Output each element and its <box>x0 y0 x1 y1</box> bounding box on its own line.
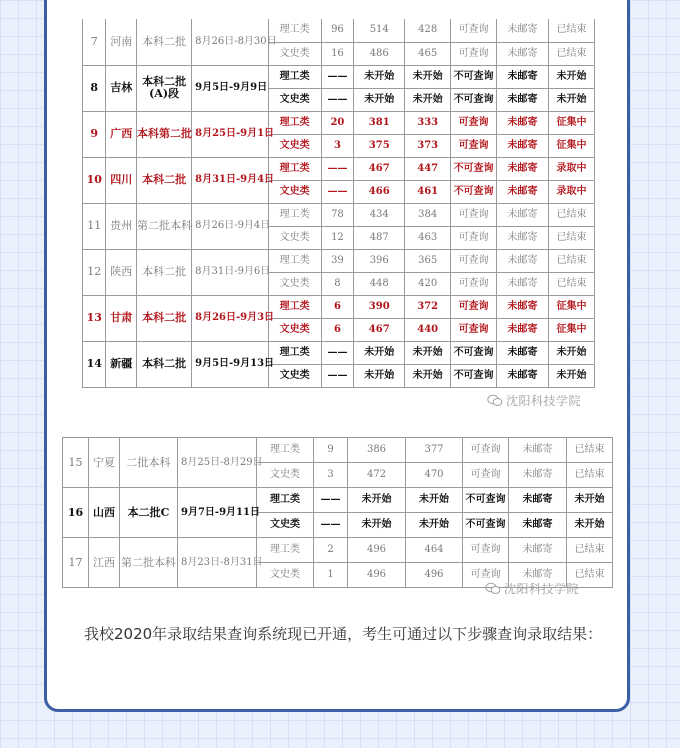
mail-cell: 未邮寄 <box>497 157 549 180</box>
status-cell: 已结束 <box>549 249 595 272</box>
track-cell: 文史类 <box>268 226 321 249</box>
row-number: 7 <box>83 19 106 65</box>
mail-cell: 未邮寄 <box>509 463 567 488</box>
dates-cell: 8月26日-9月4日 <box>192 203 268 249</box>
province-cell: 新疆 <box>106 341 137 387</box>
plan-cell: 12 <box>321 226 354 249</box>
plan-cell: 16 <box>321 42 354 65</box>
query-cell: 不可查询 <box>451 157 497 180</box>
dates-cell: 8月31日-9月6日 <box>192 249 268 295</box>
mail-cell: 未邮寄 <box>497 111 549 134</box>
min-cell: 496 <box>406 563 463 588</box>
max-cell: 未开始 <box>354 341 405 364</box>
dates-cell: 9月5日-9月13日 <box>192 341 268 387</box>
track-cell: 理工类 <box>257 488 314 513</box>
plan-cell: —— <box>321 88 354 111</box>
track-cell: 理工类 <box>268 249 321 272</box>
batch-cell: 本科二批 <box>137 295 192 341</box>
watermark-text: 沈阳科技学院 <box>506 394 582 408</box>
batch-cell: 本科二批 <box>137 157 192 203</box>
table-row <box>83 65 595 88</box>
status-cell: 已结束 <box>549 203 595 226</box>
wechat-icon <box>487 394 503 410</box>
min-cell: 未开始 <box>405 88 451 111</box>
query-cell: 可查询 <box>451 318 497 341</box>
dates-cell: 8月25日-9月1日 <box>192 111 268 157</box>
batch-cell: 本科第二批 <box>137 111 192 157</box>
mail-cell: 未邮寄 <box>509 538 567 563</box>
admission-table-1 <box>82 19 595 388</box>
min-cell: 428 <box>405 19 451 42</box>
mail-cell: 未邮寄 <box>509 438 567 463</box>
status-cell: 录取中 <box>549 180 595 203</box>
mail-cell: 未邮寄 <box>497 364 549 387</box>
table-row <box>63 438 613 463</box>
max-cell: 未开始 <box>354 88 405 111</box>
query-cell: 不可查询 <box>451 341 497 364</box>
batch-cell: 本科二批 <box>137 249 192 295</box>
table-row <box>83 295 595 318</box>
plan-cell: —— <box>321 157 354 180</box>
track-cell: 文史类 <box>268 272 321 295</box>
min-cell: 未开始 <box>405 341 451 364</box>
table-row <box>63 488 613 513</box>
batch-cell: 二批本科 <box>120 438 178 488</box>
status-cell: 征集中 <box>549 318 595 341</box>
province-cell: 广西 <box>106 111 137 157</box>
query-cell: 可查询 <box>451 134 497 157</box>
min-cell: 365 <box>405 249 451 272</box>
mail-cell: 未邮寄 <box>497 249 549 272</box>
status-cell: 录取中 <box>549 157 595 180</box>
min-cell: 377 <box>406 438 463 463</box>
query-cell: 不可查询 <box>451 88 497 111</box>
table-row <box>63 538 613 563</box>
query-cell: 不可查询 <box>451 364 497 387</box>
max-cell: 386 <box>348 438 406 463</box>
plan-cell: —— <box>321 180 354 203</box>
mail-cell: 未邮寄 <box>497 65 549 88</box>
province-cell: 陕西 <box>106 249 137 295</box>
min-cell: 463 <box>405 226 451 249</box>
track-cell: 理工类 <box>268 157 321 180</box>
query-cell: 可查询 <box>463 538 509 563</box>
batch-cell: 第二批本科 <box>137 203 192 249</box>
max-cell: 未开始 <box>348 488 406 513</box>
mail-cell: 未邮寄 <box>509 513 567 538</box>
track-cell: 文史类 <box>257 463 314 488</box>
query-cell: 可查询 <box>451 111 497 134</box>
mail-cell: 未邮寄 <box>497 19 549 42</box>
min-cell: 440 <box>405 318 451 341</box>
query-cell: 可查询 <box>451 226 497 249</box>
watermark <box>487 392 581 410</box>
track-cell: 理工类 <box>257 538 314 563</box>
query-cell: 不可查询 <box>451 180 497 203</box>
plan-cell: —— <box>321 341 354 364</box>
plan-cell: 9 <box>314 438 348 463</box>
status-cell: 征集中 <box>549 111 595 134</box>
plan-cell: 20 <box>321 111 354 134</box>
table-row <box>83 111 595 134</box>
admission-table-2 <box>62 437 613 588</box>
plan-cell: —— <box>314 513 348 538</box>
plan-cell: —— <box>321 65 354 88</box>
batch-cell: 本科二批 <box>137 19 192 65</box>
status-cell: 已结束 <box>549 226 595 249</box>
plan-cell: 78 <box>321 203 354 226</box>
max-cell: 375 <box>354 134 405 157</box>
min-cell: 未开始 <box>406 488 463 513</box>
plan-cell: 96 <box>321 19 354 42</box>
query-cell: 不可查询 <box>463 488 509 513</box>
max-cell: 472 <box>348 463 406 488</box>
min-cell: 420 <box>405 272 451 295</box>
mail-cell: 未邮寄 <box>497 42 549 65</box>
min-cell: 461 <box>405 180 451 203</box>
row-number: 14 <box>83 341 106 387</box>
plan-cell: 6 <box>321 318 354 341</box>
mail-cell: 未邮寄 <box>497 88 549 111</box>
row-number: 17 <box>63 538 89 588</box>
row-number: 15 <box>63 438 89 488</box>
plan-cell: 3 <box>321 134 354 157</box>
track-cell: 文史类 <box>268 88 321 111</box>
wechat-icon <box>485 582 501 598</box>
track-cell: 理工类 <box>268 341 321 364</box>
query-cell: 可查询 <box>451 249 497 272</box>
status-cell: 未开始 <box>567 488 613 513</box>
plan-cell: 6 <box>321 295 354 318</box>
max-cell: 434 <box>354 203 405 226</box>
status-cell: 未开始 <box>549 364 595 387</box>
query-cell: 可查询 <box>451 272 497 295</box>
table-row <box>83 341 595 364</box>
plan-cell: 39 <box>321 249 354 272</box>
dates-cell: 9月5日-9月9日 <box>192 65 268 111</box>
watermark-text: 沈阳科技学院 <box>504 582 580 596</box>
province-cell: 甘肃 <box>106 295 137 341</box>
mail-cell: 未邮寄 <box>497 134 549 157</box>
track-cell: 文史类 <box>257 563 314 588</box>
plan-cell: 8 <box>321 272 354 295</box>
table-row <box>83 249 595 272</box>
batch-cell: 第二批本科 <box>120 538 178 588</box>
max-cell: 496 <box>348 563 406 588</box>
status-cell: 征集中 <box>549 134 595 157</box>
query-cell: 可查询 <box>451 203 497 226</box>
track-cell: 文史类 <box>257 513 314 538</box>
province-cell: 江西 <box>89 538 120 588</box>
query-cell: 可查询 <box>451 19 497 42</box>
dates-cell: 8月23日-8月31日 <box>178 538 257 588</box>
province-cell: 河南 <box>106 19 137 65</box>
batch-cell: 本科二批 <box>137 341 192 387</box>
dates-cell: 8月25日-8月29日 <box>178 438 257 488</box>
max-cell: 466 <box>354 180 405 203</box>
status-cell: 已结束 <box>567 563 613 588</box>
province-cell: 宁夏 <box>89 438 120 488</box>
query-cell: 可查询 <box>463 563 509 588</box>
min-cell: 未开始 <box>405 364 451 387</box>
dates-cell: 8月31日-9月4日 <box>192 157 268 203</box>
batch-cell: 本二批C <box>120 488 178 538</box>
min-cell: 373 <box>405 134 451 157</box>
status-cell: 未开始 <box>549 341 595 364</box>
status-cell: 已结束 <box>567 538 613 563</box>
mail-cell: 未邮寄 <box>509 488 567 513</box>
plan-cell: 3 <box>314 463 348 488</box>
query-cell: 可查询 <box>451 295 497 318</box>
status-cell: 未开始 <box>567 513 613 538</box>
max-cell: 467 <box>354 318 405 341</box>
max-cell: 448 <box>354 272 405 295</box>
dates-cell: 8月26日-9月3日 <box>192 295 268 341</box>
max-cell: 514 <box>354 19 405 42</box>
track-cell: 理工类 <box>268 19 321 42</box>
track-cell: 文史类 <box>268 180 321 203</box>
dates-cell: 8月26日-8月30日 <box>192 19 268 65</box>
row-number: 10 <box>83 157 106 203</box>
query-cell: 可查询 <box>463 463 509 488</box>
status-cell: 未开始 <box>549 65 595 88</box>
mail-cell: 未邮寄 <box>497 180 549 203</box>
province-cell: 吉林 <box>106 65 137 111</box>
plan-cell: 1 <box>314 563 348 588</box>
track-cell: 理工类 <box>268 203 321 226</box>
plan-cell: 2 <box>314 538 348 563</box>
min-cell: 372 <box>405 295 451 318</box>
min-cell: 465 <box>405 42 451 65</box>
table-row <box>83 19 595 42</box>
min-cell: 447 <box>405 157 451 180</box>
query-cell: 可查询 <box>451 42 497 65</box>
status-cell: 已结束 <box>567 438 613 463</box>
table-row <box>83 203 595 226</box>
province-cell: 山西 <box>89 488 120 538</box>
status-cell: 未开始 <box>549 88 595 111</box>
dates-cell: 9月7日-9月11日 <box>178 488 257 538</box>
status-cell: 已结束 <box>549 272 595 295</box>
mail-cell: 未邮寄 <box>497 226 549 249</box>
plan-cell: —— <box>314 488 348 513</box>
track-cell: 文史类 <box>268 134 321 157</box>
province-cell: 贵州 <box>106 203 137 249</box>
track-cell: 文史类 <box>268 364 321 387</box>
min-cell: 未开始 <box>405 65 451 88</box>
track-cell: 文史类 <box>268 318 321 341</box>
max-cell: 467 <box>354 157 405 180</box>
mail-cell: 未邮寄 <box>497 341 549 364</box>
intro-paragraph: 我校2020年录取结果查询系统现已开通，考生可通过以下步骤查询录取结果： <box>84 625 603 643</box>
row-number: 9 <box>83 111 106 157</box>
status-cell: 征集中 <box>549 295 595 318</box>
track-cell: 理工类 <box>268 111 321 134</box>
watermark-2 <box>485 580 579 598</box>
min-cell: 384 <box>405 203 451 226</box>
min-cell: 333 <box>405 111 451 134</box>
query-cell: 可查询 <box>463 438 509 463</box>
max-cell: 390 <box>354 295 405 318</box>
track-cell: 文史类 <box>268 42 321 65</box>
status-cell: 已结束 <box>549 42 595 65</box>
max-cell: 487 <box>354 226 405 249</box>
batch-cell: 本科二批(A)段 <box>137 65 192 111</box>
max-cell: 381 <box>354 111 405 134</box>
max-cell: 未开始 <box>354 364 405 387</box>
min-cell: 470 <box>406 463 463 488</box>
row-number: 8 <box>83 65 106 111</box>
province-cell: 四川 <box>106 157 137 203</box>
query-cell: 不可查询 <box>463 513 509 538</box>
row-number: 12 <box>83 249 106 295</box>
row-number: 13 <box>83 295 106 341</box>
max-cell: 496 <box>348 538 406 563</box>
row-number: 11 <box>83 203 106 249</box>
status-cell: 已结束 <box>567 463 613 488</box>
mail-cell: 未邮寄 <box>509 563 567 588</box>
track-cell: 理工类 <box>268 295 321 318</box>
table-row <box>83 157 595 180</box>
track-cell: 理工类 <box>257 438 314 463</box>
mail-cell: 未邮寄 <box>497 272 549 295</box>
track-cell: 理工类 <box>268 65 321 88</box>
mail-cell: 未邮寄 <box>497 318 549 341</box>
mail-cell: 未邮寄 <box>497 295 549 318</box>
status-cell: 已结束 <box>549 19 595 42</box>
row-number: 16 <box>63 488 89 538</box>
max-cell: 396 <box>354 249 405 272</box>
min-cell: 464 <box>406 538 463 563</box>
max-cell: 486 <box>354 42 405 65</box>
plan-cell: —— <box>321 364 354 387</box>
query-cell: 不可查询 <box>451 65 497 88</box>
mail-cell: 未邮寄 <box>497 203 549 226</box>
min-cell: 未开始 <box>406 513 463 538</box>
max-cell: 未开始 <box>348 513 406 538</box>
max-cell: 未开始 <box>354 65 405 88</box>
